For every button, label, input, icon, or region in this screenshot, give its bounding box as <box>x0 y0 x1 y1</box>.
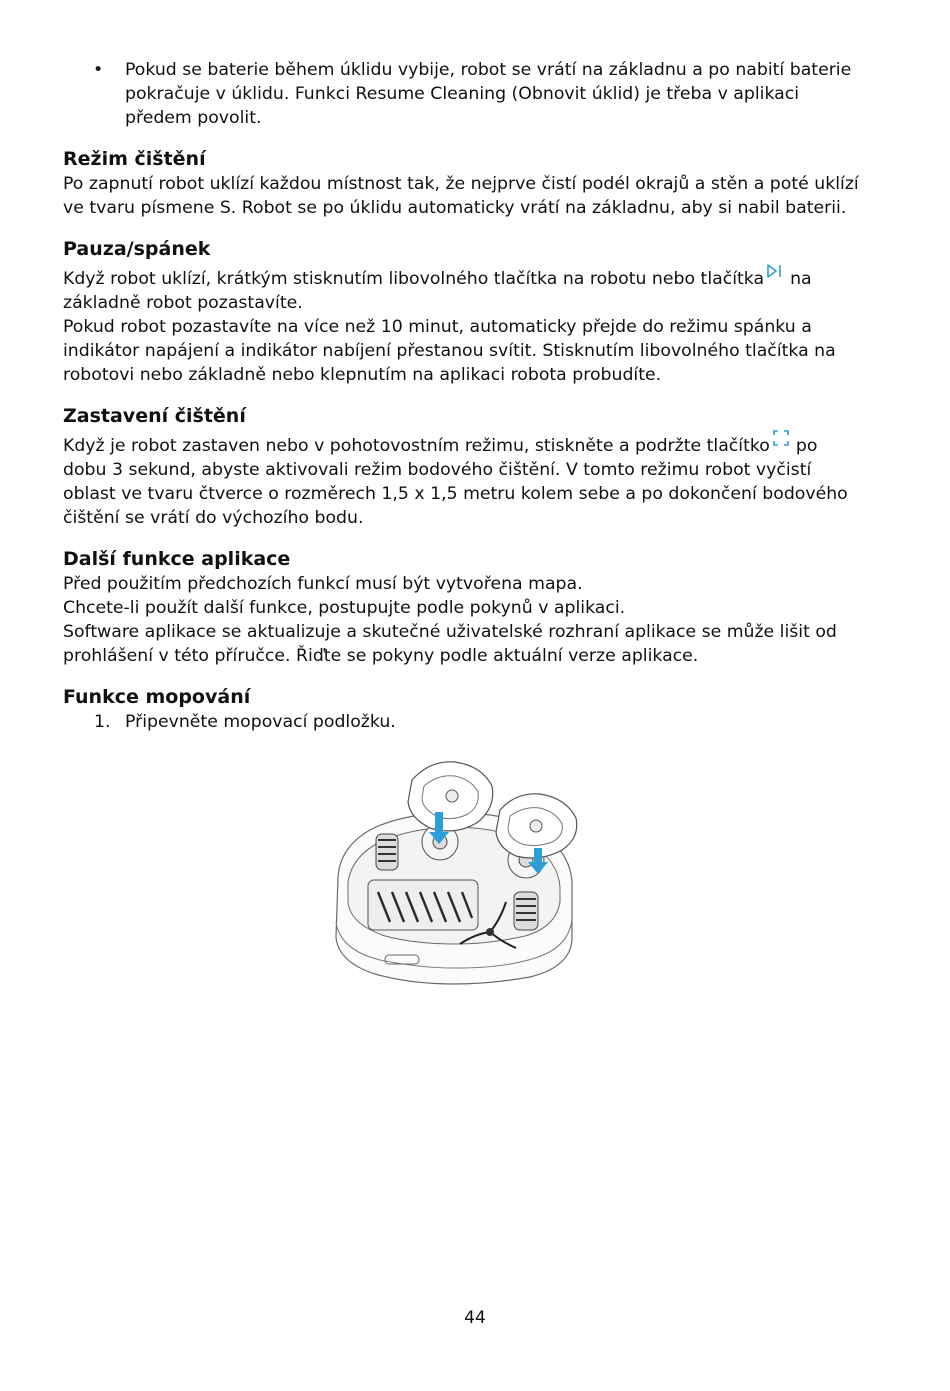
stop-text-before-icon: Když je robot zastaven nebo v pohotovostním režimu, stiskněte a podržte tlačítko <box>63 436 770 456</box>
section-heading-stop-cleaning: Zastavení čištění <box>63 405 246 427</box>
page-number: 44 <box>464 1308 486 1328</box>
mopping-step-1: Připevněte mopovací podložku. <box>125 712 396 732</box>
pause-sleep-text-2: Pokud robot pozastavíte na více než 10 minut, automaticky přejde do režimu spánku a indikátor napájení a indikátor nabíjení přestanou svítit. Stisknutím libovolného tlačítka na robotovi nebo základně nebo klepnutím na aplikaci robota probudíte. <box>63 317 836 385</box>
app-features-text-1: Před použitím předchozích funkcí musí být vytvořena mapa. <box>63 574 583 594</box>
robot-mop-illustration <box>330 752 580 1002</box>
section-heading-pause-sleep: Pauza/spánek <box>63 238 211 260</box>
list-item <box>63 58 863 130</box>
play-pause-icon <box>766 262 784 280</box>
intro-bullet-text: Pokud se baterie během úklidu vybije, robot se vrátí na základnu a po nabití baterie pokračuje v úklidu. Funkci Resume Cleaning (Obnovit úklid) je třeba v aplikaci předem povolit. <box>125 60 852 128</box>
pause-text-before-icon: Když robot uklízí, krátkým stisknutím libovolného tlačítka na robotu nebo tlačítka <box>63 269 765 289</box>
pause-text-after-icon: na základně robot pozastavíte. <box>63 269 812 313</box>
list-item <box>63 710 863 734</box>
stop-cleaning-text <box>63 429 863 530</box>
section-heading-mopping: Funkce mopování <box>63 686 251 708</box>
cleaning-mode-text: Po zapnutí robot uklízí každou místnost tak, že nejprve čistí podél okrajů a stěn a poté uklízí ve tvaru písmene S. Robot se po úklidu automaticky vrátí na základnu, aby si nabil baterii. <box>63 174 859 218</box>
step-number: 1. <box>94 712 111 732</box>
spot-clean-icon <box>772 429 790 447</box>
manual-page-content <box>63 58 863 734</box>
app-features-text-3: Software aplikace se aktualizuje a skutečné uživatelské rozhraní aplikace se může lišit od prohlášení v této příručce. Řiďte se pokyny podle aktuální verze aplikace. <box>63 622 837 666</box>
stop-text-after-icon: po dobu 3 sekund, abyste aktivovali režim bodového čištění. V tomto režimu robot vyčistí oblast ve tvaru čtverce o rozměrech 1,5 x 1,5 metru kolem sebe a po dokončení bodového čištění se vrátí do výchozího bodu. <box>63 436 848 528</box>
section-heading-cleaning-mode: Režim čištění <box>63 148 206 170</box>
app-features-text-2: Chcete-li použít další funkce, postupujte podle pokynů v aplikaci. <box>63 598 626 618</box>
section-heading-app-features: Další funkce aplikace <box>63 548 291 570</box>
bullet-icon: • <box>93 60 104 80</box>
pause-sleep-text-1 <box>63 262 863 315</box>
